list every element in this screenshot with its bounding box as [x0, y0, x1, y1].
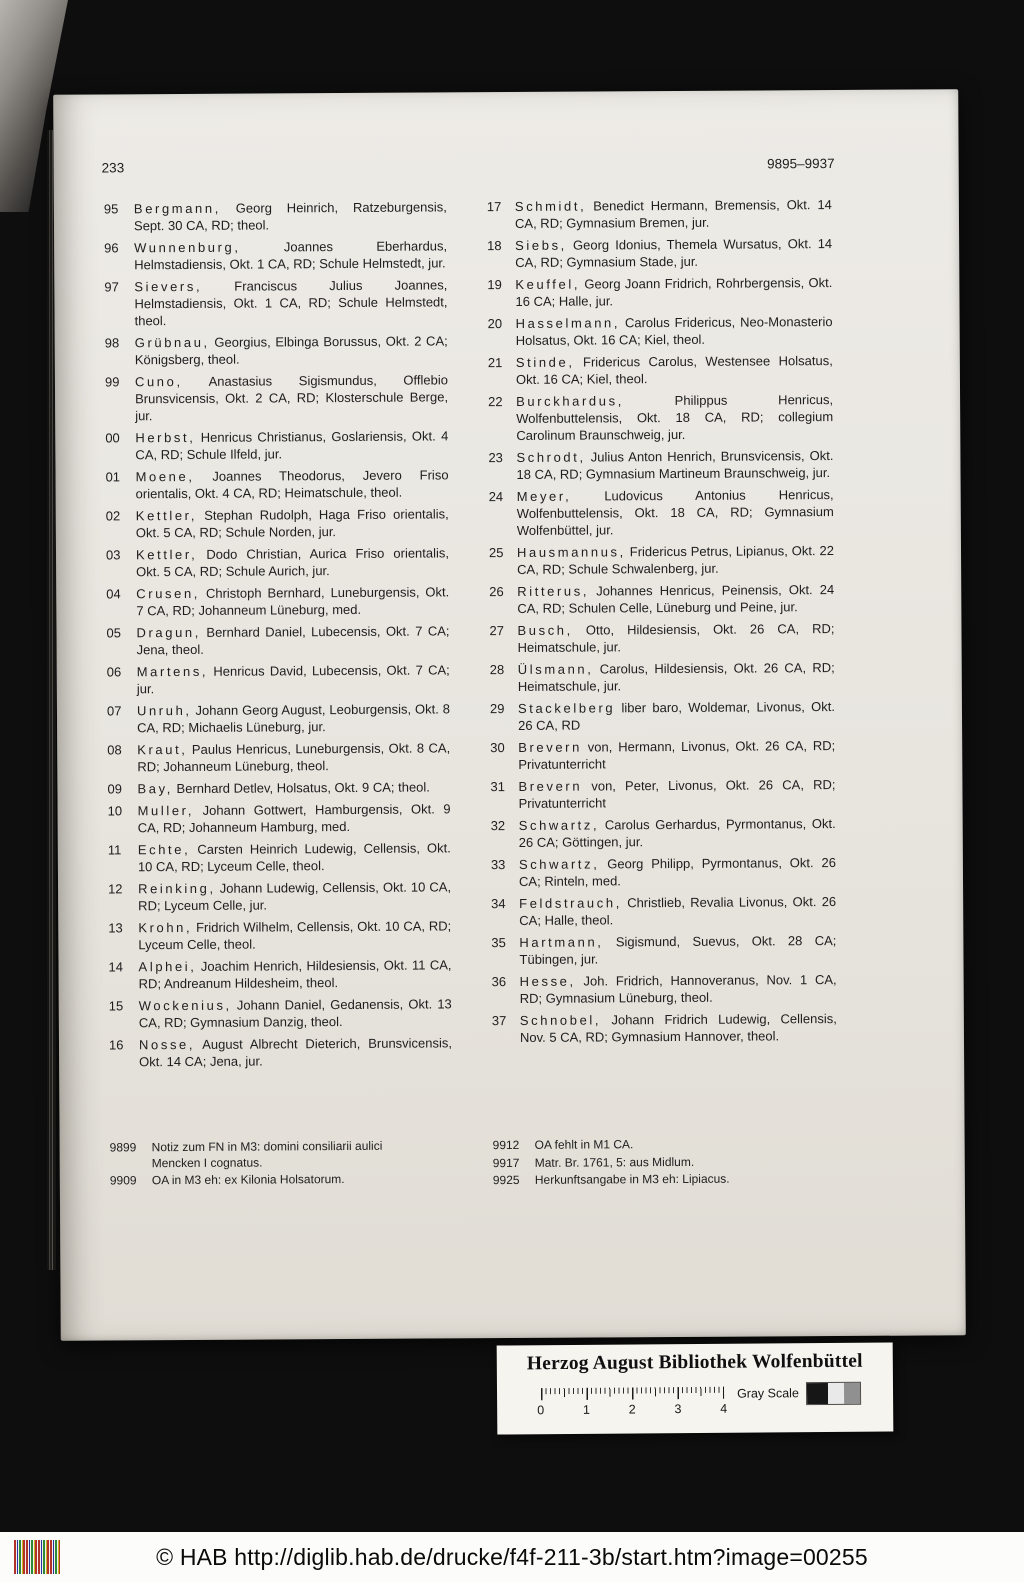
register-entry [105, 332, 448, 368]
entry-number: 19 [487, 277, 502, 293]
entry-number: 95 [103, 201, 119, 217]
footnote-number: 9925 [492, 1172, 520, 1188]
footnote-item [493, 1154, 838, 1172]
entry-number: 06 [106, 664, 122, 680]
entry-details: Paulus Henricus, Luneburgensis, Okt. 8 CA, RD; Johanneum Lüneburg, theol. [137, 740, 451, 775]
entry-details: Johann Fridrich Ludewig, Cellensis, Nov. 5 CA, RD; Gymnasium Hannover, theol. [519, 1011, 837, 1045]
register-entry [489, 486, 834, 539]
entry-number: 36 [491, 974, 507, 990]
entry-text [137, 700, 450, 736]
entry-text [139, 1034, 452, 1070]
entry-number: 11 [107, 842, 122, 858]
entry-text [136, 544, 449, 580]
entry-details: Henricus Christianus, Goslariensis, Okt. 4 CA, RD; Schule Ilfeld, jur. [135, 428, 449, 463]
ruler-number: 3 [674, 1402, 682, 1417]
entry-details: Dodo Christian, Aurica Friso orientalis, Okt. 5 CA, RD; Schule Aurich, jur. [136, 545, 450, 580]
entry-number: 24 [488, 489, 504, 505]
entry-number: 01 [105, 469, 121, 485]
entry-surname: Nosse, [138, 1036, 196, 1053]
entry-details: Johann Gottwert, Hamburgensis, Okt. 9 CA, RD; Johanneum Hamburg, med. [137, 801, 451, 836]
register-entry [490, 659, 835, 695]
entry-text [516, 391, 833, 444]
footnote-item [493, 1171, 838, 1189]
entry-details: Fridericus Petrus, Lipianus, Okt. 22 CA, RD; Schule Schwalenberg, jur. [517, 543, 835, 577]
entry-text [520, 971, 837, 1007]
entry-details: Georgius, Elbinga Borussus, Okt. 2 CA; Königsberg, theol. [134, 333, 448, 368]
entry-number: 37 [491, 1013, 507, 1029]
entry-text [135, 427, 448, 463]
register-entry [489, 581, 834, 617]
entry-text [518, 737, 835, 773]
entry-text [135, 332, 448, 368]
entry-surname: Herbst, [135, 429, 196, 446]
entry-details: Ludovicus Antonius Henricus, Wolfenbuttelensis, Okt. 18 CA, RD; Gymnasium Wolfenbüttel, jur. [516, 487, 834, 538]
register-entry [105, 466, 448, 502]
entry-text [515, 235, 832, 271]
entry-number: 33 [490, 857, 506, 873]
entry-surname: Unruh, [136, 702, 192, 719]
entry-number: 10 [107, 803, 123, 819]
entry-surname: Feldstrauch, [519, 895, 622, 911]
entry-number: 00 [105, 430, 120, 446]
entry-details: Georg Joann Fridrich, Rohrbergensis, Okt. 16 CA; Halle, jur. [515, 275, 833, 309]
register-entry [487, 274, 832, 310]
left-column [104, 198, 452, 1070]
color-calibration-barcode [14, 1540, 60, 1574]
footnote-text: OA in M3 eh: ex Kilonia Holsatorum. [151, 1172, 345, 1188]
entry-text [517, 486, 834, 539]
entry-text [137, 739, 450, 775]
entry-surname: Busch, [517, 622, 573, 638]
register-entry [104, 198, 447, 234]
library-name: Herzog August Bibliothek Wolfenbüttel [526, 1350, 863, 1375]
entry-details: Carsten Heinrich Ludewig, Cellensis, Okt. 10 CA, RD; Lyceum Celle, theol. [137, 840, 451, 875]
entry-number: 07 [106, 703, 122, 719]
entry-number: 02 [105, 508, 121, 524]
footnote-text: OA fehlt in M1 CA. [534, 1137, 634, 1152]
entry-number: 99 [104, 374, 120, 390]
register-entry [107, 739, 450, 775]
entry-surname: Kettler, [135, 507, 198, 524]
entry-details: Sigismund, Suevus, Okt. 28 CA; Tübingen, jur. [519, 933, 837, 967]
gray-patch-light [828, 1383, 844, 1404]
entry-surname: Stackelberg [517, 700, 616, 716]
register-entry [109, 995, 452, 1031]
entry-details: Carolus Fridericus, Neo-Monasterio Holsatus, Okt. 16 CA; Kiel, theol. [515, 314, 833, 348]
footnote-text: Herkunftsangabe in M3 eh: Lipiacus. [534, 1171, 730, 1187]
entry-number: 14 [108, 959, 124, 975]
entry-text [515, 274, 832, 310]
entry-details: Joannes Theodorus, Jevero Friso orientalis, Okt. 4 CA, RD; Heimatschule, theol. [135, 467, 449, 502]
entry-surname: Dragun, [136, 624, 201, 641]
entry-details: liber baro, Woldemar, Livonus, Okt. 26 CA, RD [518, 699, 836, 733]
register-entry [492, 1010, 837, 1046]
register-entry [488, 313, 833, 349]
register-entry [104, 237, 447, 273]
entry-details: von, Peter, Livonus, Okt. 26 CA, RD; Privatunterricht [518, 777, 836, 811]
entry-text [519, 854, 836, 890]
entry-text [517, 620, 834, 656]
entry-text [135, 466, 448, 502]
copyright-strip [0, 1532, 1024, 1582]
entry-text [518, 776, 835, 812]
register-entry [107, 778, 450, 797]
entry-details: Georg Heinrich, Ratzeburgensis, Sept. 30 CA, RD; theol. [133, 199, 447, 234]
entry-text [519, 893, 836, 929]
register-entry [488, 447, 833, 483]
entry-details: Bernhard Detlev, Holsatus, Okt. 9 CA; theol. [176, 779, 430, 797]
entry-text [515, 196, 832, 232]
entry-surname: Sievers, [134, 278, 203, 295]
entry-text [518, 698, 835, 734]
entry-number: 20 [487, 316, 503, 332]
entry-surname: Martens, [136, 663, 209, 680]
entry-details: Carolus Gerhardus, Pyrmontanus, Okt. 26 CA; Göttingen, jur. [518, 816, 836, 850]
entry-text [516, 447, 833, 483]
entry-surname: Krohn, [138, 919, 193, 936]
entry-text [516, 352, 833, 388]
register-entry [491, 815, 836, 851]
register-entry [490, 776, 835, 812]
entry-surname: Muller, [137, 802, 195, 819]
register-entry [491, 893, 836, 929]
entry-details: Christoph Bernhard, Luneburgensis, Okt. 7 CA, RD; Johanneum Lüneburg, med. [136, 584, 450, 619]
footnote-item [493, 1136, 838, 1154]
entry-text [137, 661, 450, 697]
entry-surname: Reinking, [138, 880, 216, 897]
entry-number: 27 [489, 623, 504, 639]
entry-surname: Schrodt, [516, 449, 586, 465]
register-entry [108, 956, 451, 992]
footnotes [110, 1136, 838, 1191]
entry-text [136, 583, 449, 619]
entry-number: 25 [488, 545, 504, 561]
entry-surname: Wunnenburg, [134, 239, 241, 256]
entry-number: 17 [486, 199, 502, 215]
entry-text [139, 995, 452, 1031]
entry-surname: Bergmann, [133, 200, 221, 217]
register-entry [491, 854, 836, 890]
entry-details: Johannes Henricus, Peinensis, Okt. 24 CA, RD; Schulen Celle, Lüneburg und Peine, jur. [517, 582, 835, 616]
entry-surname: Schnobel, [519, 1012, 602, 1028]
entry-number: 34 [491, 896, 506, 912]
entry-text [519, 932, 836, 968]
entry-details: Joachim Henrich, Hildesiensis, Okt. 11 CA, RD; Andreanum Hildesheim, theol. [138, 957, 452, 992]
entry-number: 03 [105, 547, 121, 563]
entry-details: Bernhard Daniel, Lubecensis, Okt. 7 CA; Jena, theol. [136, 623, 450, 658]
entry-surname: Alphei, [138, 958, 197, 975]
register-entry [106, 505, 449, 541]
entry-details: Johann Ludewig, Cellensis, Okt. 10 CA, RD; Lyceum Celle, jur. [138, 879, 452, 914]
scanned-page [53, 89, 966, 1341]
entry-number: 16 [108, 1037, 124, 1053]
ruler-number: 4 [720, 1401, 728, 1416]
entry-details: Philippus Henricus, Wolfenbuttelensis, Okt. 18 CA, RD; collegium Carolinum Braunschweig, jur. [516, 392, 834, 443]
register-entry [488, 352, 833, 388]
entry-number: 29 [489, 701, 505, 717]
register-entry [107, 700, 450, 736]
entry-text [138, 800, 451, 836]
entry-surname: Crusen, [136, 585, 201, 602]
page-number: 233 [101, 160, 125, 176]
entry-number: 30 [490, 740, 505, 756]
entry-details: Julius Anton Henrich, Brunsvicensis, Okt. 18 CA, RD; Gymnasium Martineum Braunschweig, jur. [516, 448, 834, 482]
entry-number: 98 [104, 335, 120, 351]
entry-text [516, 313, 833, 349]
entry-surname: Brevern [518, 778, 583, 794]
entry-number: 18 [487, 238, 502, 254]
footnote-number: 9899 [109, 1140, 137, 1155]
entry-number: 26 [489, 584, 504, 600]
entry-range-header: 9895–9937 [767, 156, 835, 172]
entry-surname: Ülsmann, [517, 661, 594, 677]
entry-text [134, 237, 447, 273]
entry-number: 31 [490, 779, 505, 795]
entry-details: Carolus, Hildesiensis, Okt. 26 CA, RD; Heimatschule, jur. [517, 660, 835, 694]
entry-text [138, 917, 451, 953]
entry-number: 97 [104, 279, 119, 295]
entry-text [520, 1010, 837, 1046]
entry-number: 32 [490, 818, 506, 834]
entry-text [135, 371, 448, 424]
entry-details: Anastasius Sigismundus, Offlebio Brunsvicensis, Okt. 2 CA, RD; Klosterschule Berge, jur. [135, 372, 449, 424]
entry-text [134, 276, 447, 329]
entry-number: 08 [107, 742, 122, 758]
entry-surname: Grübnau, [134, 334, 210, 351]
entry-surname: Keuffel, [515, 276, 581, 292]
entry-surname: Kettler, [135, 546, 198, 563]
entry-text [138, 956, 451, 992]
entry-details: Henricus David, Lubecensis, Okt. 7 CA; jur. [136, 662, 450, 697]
register-entry [490, 698, 835, 734]
register-columns [104, 196, 837, 1070]
entry-details: von, Hermann, Livonus, Okt. 26 CA, RD; Privatunterricht [518, 738, 836, 772]
entry-surname: Schmidt, [514, 198, 587, 214]
register-entry [108, 917, 451, 953]
footnotes-left [110, 1138, 453, 1191]
gray-patch-mid [844, 1383, 860, 1404]
footnote-item [110, 1138, 453, 1171]
register-entry [108, 839, 451, 875]
footnote-number: 9912 [492, 1137, 520, 1153]
ruler-ticks [541, 1387, 724, 1400]
entry-surname: Schwartz, [518, 817, 600, 833]
entry-surname: Meyer, [516, 488, 572, 504]
entry-surname: Hesse, [519, 973, 576, 989]
entry-details: Otto, Hildesiensis, Okt. 26 CA, RD; Heimatschule, jur. [517, 621, 835, 655]
entry-text [518, 659, 835, 695]
register-entry [487, 196, 832, 232]
register-entry [106, 544, 449, 580]
entry-details: Joh. Fridrich, Hannoveranus, Nov. 1 CA, RD; Gymnasium Lüneburg, theol. [519, 972, 837, 1006]
entry-surname: Schwartz, [518, 856, 600, 872]
entry-surname: Stinde, [515, 354, 575, 370]
entry-details: August Albrecht Dieterich, Brunsvicensis, Okt. 14 CA; Jena, jur. [139, 1035, 453, 1070]
entry-surname: Bay, [137, 781, 173, 797]
register-entry [108, 878, 451, 914]
ruler-number: 0 [537, 1403, 545, 1418]
entry-surname: Siebs, [515, 237, 567, 253]
register-entry [106, 583, 449, 619]
entry-details: Georg Philipp, Pyrmontanus, Okt. 26 CA; Rinteln, med. [518, 855, 836, 889]
gray-patch-black [807, 1383, 828, 1404]
ruler-number: 1 [582, 1402, 590, 1417]
entry-surname: Hartmann, [519, 934, 604, 950]
footnote-text: Notiz zum FN in M3: domini consiliarii aulici Mencken I cognatus. [151, 1138, 383, 1170]
entry-number: 21 [487, 355, 503, 371]
entry-details: Georg Idonius, Themela Wursatus, Okt. 14 CA, RD; Gymnasium Stade, jur. [515, 236, 833, 270]
entry-text [134, 198, 447, 234]
entry-text [517, 581, 834, 617]
entry-surname: Ritterus, [517, 583, 590, 599]
entry-number: 23 [488, 450, 503, 466]
calibration-row [497, 1382, 893, 1431]
register-entry [108, 800, 451, 836]
entry-surname: Brevern [518, 739, 582, 755]
entry-number: 04 [106, 586, 121, 602]
copyright-text: © HAB http://diglib.hab.de/drucke/f4f-211-3b/start.htm?image=00255 [156, 1543, 868, 1570]
entry-number: 15 [108, 998, 124, 1014]
entry-number: 09 [107, 781, 122, 797]
ruler-number: 2 [628, 1402, 636, 1417]
entry-number: 96 [104, 240, 119, 256]
entry-surname: Cuno, [134, 373, 183, 390]
entry-number: 12 [108, 881, 123, 897]
entry-number: 22 [488, 394, 503, 410]
footnote-number: 9917 [492, 1155, 520, 1170]
register-entry [489, 542, 834, 578]
gray-scale-patches [807, 1383, 860, 1404]
gray-scale-label: Gray Scale [736, 1386, 799, 1401]
entry-text [138, 878, 451, 914]
entry-details: Johann Georg August, Leoburgensis, Okt. 8 CA, RD; Michaelis Lüneburg, jur. [137, 701, 451, 736]
entry-number: 28 [489, 662, 505, 678]
entry-details: Fridrich Wilhelm, Cellensis, Okt. 10 CA, RD; Lyceum Celle, theol. [138, 918, 452, 953]
register-entry [488, 391, 833, 444]
footnote-number: 9909 [109, 1173, 137, 1188]
register-entry [105, 427, 448, 463]
entry-details: Fridericus Carolus, Westensee Holsatus, Okt. 16 CA; Kiel, theol. [515, 353, 833, 387]
entry-number: 05 [106, 625, 122, 641]
entry-text [136, 505, 449, 541]
register-entry [491, 932, 836, 968]
library-calibration-label [497, 1342, 894, 1434]
register-entry [107, 661, 450, 697]
entry-surname: Moene, [135, 468, 195, 485]
footnotes-right [493, 1136, 838, 1189]
entry-details: Johann Daniel, Gedanensis, Okt. 13 CA, RD; Gymnasium Danzig, theol. [138, 996, 452, 1031]
entry-text [519, 815, 836, 851]
entry-text [517, 542, 834, 578]
register-entry [487, 235, 832, 271]
register-entry [104, 276, 447, 329]
entry-details: Benedict Hermann, Bremensis, Okt. 14 CA, RD; Gymnasium Bremen, jur. [514, 197, 832, 231]
footnote-item [110, 1171, 453, 1189]
entry-surname: Hausmannus, [516, 544, 626, 560]
entry-details: Joannes Eberhardus, Helmstadiensis, Okt. 1 CA, RD; Schule Helmstedt, jur. [134, 238, 448, 273]
entry-details: Christlieb, Revalia Livonus, Okt. 26 CA; Halle, theol. [519, 894, 837, 928]
entry-surname: Burckhardus, [516, 393, 624, 409]
entry-text [138, 839, 451, 875]
entry-surname: Hasselmann, [515, 315, 621, 331]
register-entry [106, 622, 449, 658]
register-entry [109, 1034, 452, 1070]
footnote-text: Matr. Br. 1761, 5: aus Midlum. [534, 1154, 695, 1170]
ruler-numbers [537, 1402, 727, 1417]
register-entry [492, 971, 837, 1007]
entry-number: 35 [491, 935, 506, 951]
entry-surname: Wockenius, [138, 997, 232, 1014]
register-entry [489, 620, 834, 656]
entry-text [136, 622, 449, 658]
entry-surname: Echte, [137, 841, 191, 858]
entry-number: 13 [108, 920, 123, 936]
entry-text [137, 778, 450, 797]
register-entry [490, 737, 835, 773]
register-entry [105, 371, 448, 424]
entry-details: Stephan Rudolph, Haga Friso orientalis, Okt. 5 CA, RD; Schule Norden, jur. [135, 506, 449, 541]
right-column [487, 196, 837, 1068]
entry-details: Franciscus Julius Joannes, Helmstadiensis, Okt. 1 CA, RD; Schule Helmstedt, theol. [134, 277, 448, 329]
entry-surname: Kraut, [137, 741, 188, 758]
